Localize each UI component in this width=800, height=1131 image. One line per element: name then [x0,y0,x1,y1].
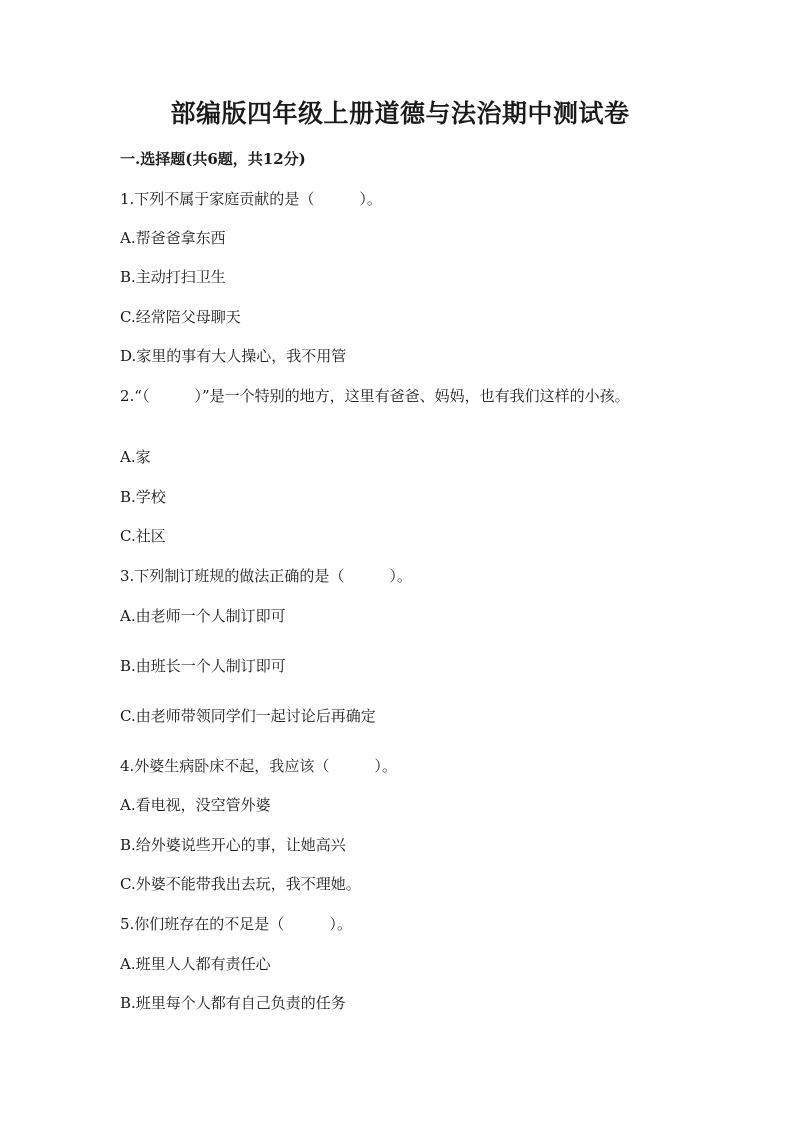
option-2b: B.学校 [120,488,166,506]
section-heading: 一.选择题(共6题，共12分) [120,150,306,168]
option-1d: D.家里的事有大人操心，我不用管 [120,347,347,365]
question-stem-2: 2.“（ ）”是一个特别的地方，这里有爸爸、妈妈，也有我们这样的小孩。 [120,387,630,405]
option-5a: A.班里人人都有责任心 [120,955,271,973]
question-stem-4: 4.外婆生病卧床不起，我应该（ ）。 [120,757,397,775]
option-3b: B.由班长一个人制订即可 [120,657,286,675]
option-2a: A.家 [120,448,151,466]
option-4b: B.给外婆说些开心的事，让她高兴 [120,836,346,854]
option-1b: B.主动打扫卫生 [120,268,226,286]
option-4c: C.外婆不能带我出去玩，我不理她。 [120,875,361,893]
option-2c: C.社区 [120,527,166,545]
option-5b: B.班里每个人都有自己负责的任务 [120,994,346,1012]
option-4a: A.看电视，没空管外婆 [120,796,271,814]
option-1a: A.帮爸爸拿东西 [120,229,226,247]
option-3c: C.由老师带领同学们一起讨论后再确定 [120,707,376,725]
question-stem-3: 3.下列制订班规的做法正确的是（ ）。 [120,567,412,585]
page-title: 部编版四年级上册道德与法治期中测试卷 [170,99,630,128]
question-stem-5: 5.你们班存在的不足是（ ）。 [120,915,352,933]
option-3a: A.由老师一个人制订即可 [120,607,286,625]
question-stem-1: 1.下列不属于家庭贡献的是（ ）。 [120,190,382,208]
option-1c: C.经常陪父母聊天 [120,308,241,326]
